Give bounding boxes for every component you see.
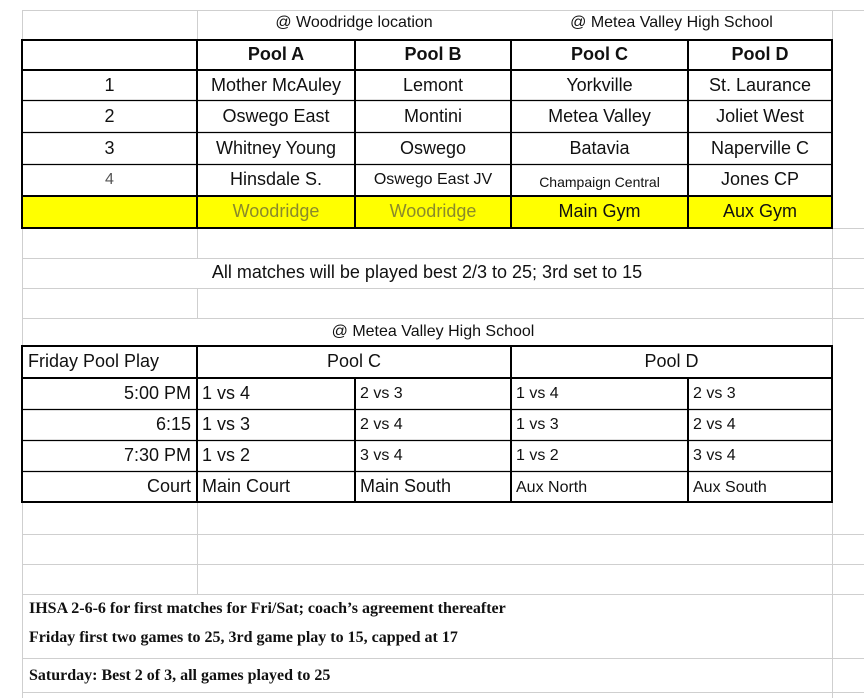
time-slot: 6:15 xyxy=(155,414,191,434)
venue-cell: Woodridge xyxy=(232,201,320,221)
match-cell: 1 vs 2 xyxy=(516,447,559,464)
rules-line-saturday: Saturday: Best 2 of 3, all games played to 25 xyxy=(29,667,331,684)
time-slot: 5:00 PM xyxy=(123,383,191,403)
team-cell: Oswego xyxy=(399,138,467,158)
match-cell: 3 vs 4 xyxy=(693,447,736,464)
team-cell: Jones CP xyxy=(720,169,800,189)
venue-cell: Main Gym xyxy=(558,201,641,221)
seed-number: 3 xyxy=(104,138,115,158)
pool-d-schedule-header: Pool D xyxy=(644,351,699,371)
team-cell: Montini xyxy=(403,106,463,126)
match-cell: 3 vs 4 xyxy=(360,447,403,464)
team-cell: Naperville C xyxy=(710,138,810,158)
court-cell: Aux South xyxy=(693,479,767,496)
venue-cell: Woodridge xyxy=(389,201,477,221)
team-cell: Champaign Central xyxy=(539,174,660,190)
pool-d-header: Pool D xyxy=(731,44,789,64)
team-cell: Batavia xyxy=(569,138,630,158)
schedule-location: @ Metea Valley High School xyxy=(331,323,535,340)
venue-cell: Aux Gym xyxy=(722,201,797,221)
team-cell: Oswego East JV xyxy=(373,171,493,188)
match-cell: 1 vs 4 xyxy=(202,383,251,403)
team-cell: Metea Valley xyxy=(548,106,651,126)
team-cell: Yorkville xyxy=(566,75,633,95)
match-format-note: All matches will be played best 2/3 to 25; 3rd set to 15 xyxy=(211,262,643,282)
location-woodridge: @ Woodridge location xyxy=(275,14,433,31)
court-cell: Main Court xyxy=(202,476,291,496)
seed-number: 2 xyxy=(104,106,115,126)
match-cell: 1 vs 4 xyxy=(516,385,559,402)
time-slot: 7:30 PM xyxy=(123,445,191,465)
seed-number: 4 xyxy=(105,171,114,188)
team-cell: Whitney Young xyxy=(215,138,337,158)
match-cell: 1 vs 2 xyxy=(202,445,251,465)
rules-line-ihsa: IHSA 2-6-6 for first matches for Fri/Sat; coach’s agreement thereafter xyxy=(29,600,506,617)
team-cell: Lemont xyxy=(402,75,464,95)
location-metea-valley: @ Metea Valley High School xyxy=(570,14,773,31)
team-cell: Hinsdale S. xyxy=(229,169,323,189)
schedule-title: Friday Pool Play xyxy=(28,351,160,371)
match-cell: 1 vs 3 xyxy=(516,416,559,433)
team-cell: Mother McAuley xyxy=(210,75,342,95)
pool-c-header: Pool C xyxy=(571,44,628,64)
team-cell: Joliet West xyxy=(716,106,804,126)
pool-a-header: Pool A xyxy=(247,44,305,64)
court-cell: Main South xyxy=(360,476,452,496)
pool-b-header: Pool B xyxy=(404,44,462,64)
match-cell: 1 vs 3 xyxy=(202,414,251,434)
match-cell: 2 vs 4 xyxy=(693,416,736,433)
seed-number: 1 xyxy=(104,75,115,95)
pool-c-schedule-header: Pool C xyxy=(326,351,382,371)
match-cell: 2 vs 3 xyxy=(360,385,403,402)
court-cell: Aux North xyxy=(516,479,588,496)
team-cell: St. Laurance xyxy=(708,75,812,95)
match-cell: 2 vs 3 xyxy=(693,385,736,402)
match-cell: 2 vs 4 xyxy=(360,416,403,433)
team-cell: Oswego East xyxy=(222,106,330,126)
court-label: Court xyxy=(146,476,191,496)
rules-line-friday: Friday first two games to 25, 3rd game play to 15, capped at 17 xyxy=(29,629,458,646)
